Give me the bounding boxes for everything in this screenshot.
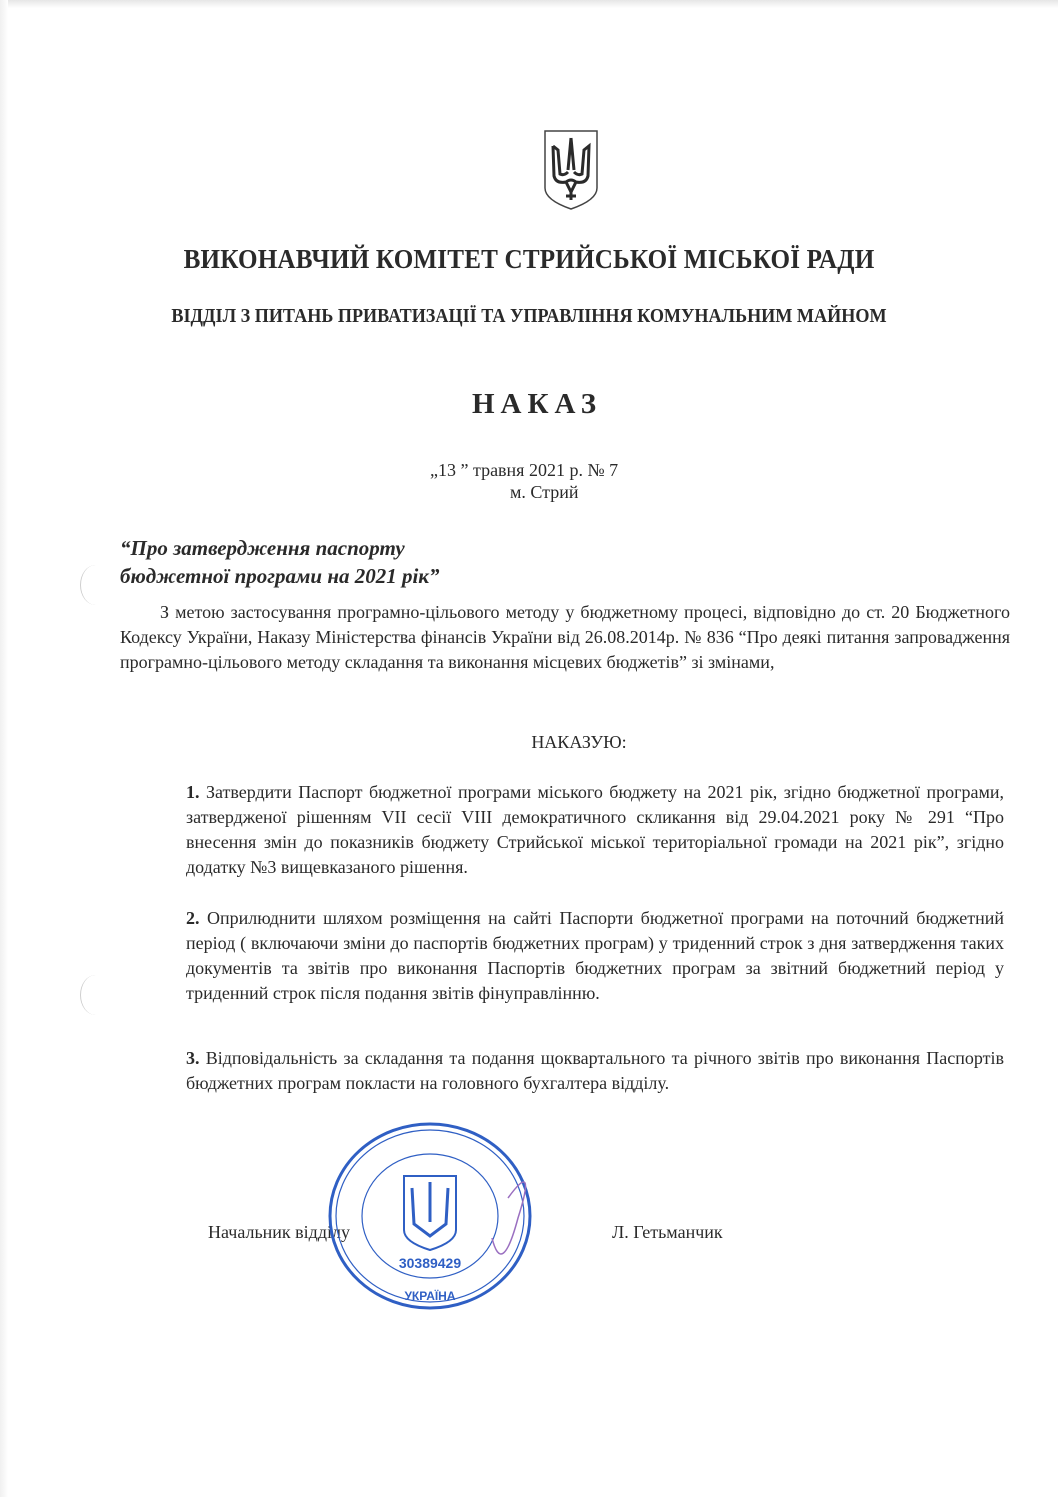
order-city: м. Стрий (510, 482, 579, 502)
signature-title: Начальник відділу (208, 1222, 350, 1242)
department-title: ВІДДІЛ З ПИТАНЬ ПРИВАТИЗАЦІЇ ТА УПРАВЛІННЯ КОМУНАЛЬНИМ МАЙНОМ (171, 306, 887, 327)
svg-text:30389429: 30389429 (398, 1255, 462, 1271)
item-number: 1. (186, 782, 200, 802)
order-word: НАКАЗУЮ: (531, 732, 627, 752)
item-number: 3. (186, 1048, 200, 1068)
document-type-heading: НАКАЗ (471, 388, 603, 420)
signature-name: Л. Гетьманчик (612, 1222, 723, 1242)
order-item-3 (186, 1046, 1004, 1096)
item-number: 2. (186, 908, 200, 928)
scan-top-edge (0, 0, 1058, 8)
item-text: Відповідальність за складання та подання щоквартального та річного звітів про виконання Паспортів бюджетних програм покласти на головного бухгалтера відділу. (186, 1048, 1004, 1093)
coat-of-arms-icon (542, 128, 600, 212)
order-item-2 (186, 906, 1004, 1006)
order-date-number: „13 ” травня 2021 р. № 7 (430, 460, 619, 480)
organization-title: ВИКОНАВЧИЙ КОМІТЕТ СТРИЙСЬКОЇ МІСЬКОЇ РАДИ (183, 244, 875, 274)
official-stamp-icon (322, 1118, 542, 1314)
order-subject (120, 534, 439, 590)
punch-hole-mark (80, 975, 111, 1015)
item-text: Оприлюднити шляхом розміщення на сайті Паспорти бюджетної програми на поточний бюджетний період ( включаючи зміни до паспортів бюджетних програм) у триденний строк з дня затвердження таких документів та звітів про виконання Паспортів бюджетних програм за звітний бюджетний період у триденний строк після подання звітів фінуправлінню. (186, 908, 1004, 1003)
preamble-paragraph: З метою застосування програмно-цільового методу у бюджетному процесі, відповідно до ст. 20 Бюджетного Кодексу України, Наказу Міністерства фінансів України від 26.08.2014р. № 836 “Про деякі питання запровадження програмно-цільового методу складання та виконання місцевих бюджетів” зі змінами, (120, 602, 1010, 672)
subject-line: бюджетної програми на 2021 рік” (120, 564, 440, 588)
item-text: Затвердити Паспорт бюджетної програми міського бюджету на 2021 рік, згідно бюджетної програми, затвердженої рішенням VII сесії VIII демократичного скликання від 29.04.2021 року № 291 “Про внесення змін до показників бюджету Стрийської міської територіальної громади на 2021 рік”, згідно додатку №3 вищевказаного рішення. (186, 782, 1004, 877)
subject-line: “Про затвердження паспорту (120, 536, 405, 560)
punch-hole-mark (80, 565, 111, 605)
order-item-1 (186, 780, 1004, 880)
svg-text:УКРАЇНА: УКРАЇНА (404, 1289, 456, 1303)
